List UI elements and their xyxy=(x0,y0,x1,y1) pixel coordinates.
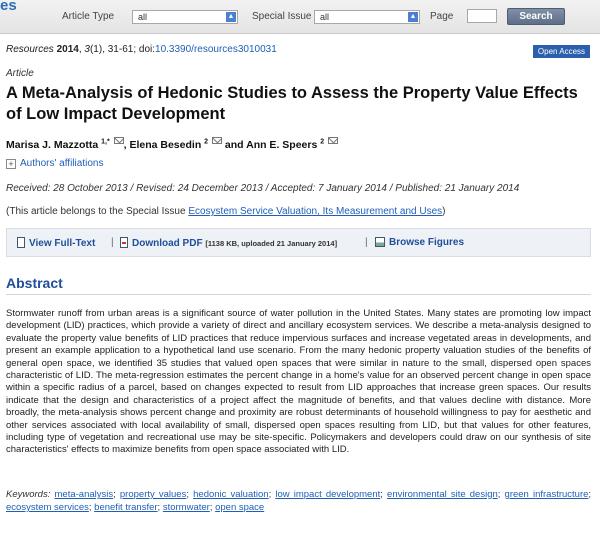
action-bar xyxy=(6,228,591,257)
keyword-link[interactable]: benefit transfer xyxy=(94,502,158,513)
keywords: Keywords: meta-analysis; property values; hedonic valuation; low impact development; environmental site design; green infrastructure; ecosystem services; benefit transfer; stormwater; open space xyxy=(6,489,592,513)
keywords-label: Keywords: xyxy=(6,489,51,500)
special-issue-label: Special Issue xyxy=(252,11,312,22)
search-button[interactable]: Search xyxy=(507,8,565,25)
action-separator: | xyxy=(111,237,114,248)
author-affil: 1,* xyxy=(101,138,110,146)
author-list xyxy=(6,137,338,151)
mail-icon[interactable] xyxy=(114,137,124,144)
keyword-link[interactable]: meta-analysis xyxy=(54,489,114,500)
article-type-label: Article Type xyxy=(62,11,115,22)
special-issue-select[interactable] xyxy=(314,10,420,24)
keyword-link[interactable]: environmental site design xyxy=(387,489,498,500)
plus-icon: + xyxy=(6,159,16,169)
author-name[interactable]: Ann E. Speers xyxy=(246,139,318,151)
view-full-text-label: View Full-Text xyxy=(29,238,96,249)
citation-year: 2014 xyxy=(56,44,79,55)
author-name[interactable]: Marisa J. Mazzotta xyxy=(6,139,99,151)
page-input[interactable] xyxy=(467,9,497,23)
site-logo[interactable]: es xyxy=(0,0,17,14)
authors-affiliations-toggle[interactable] xyxy=(6,158,103,169)
pdf-icon xyxy=(120,237,128,248)
special-issue-prefix: (This article belongs to the Special Issue xyxy=(6,206,189,217)
pdf-meta: [1138 KB, uploaded 21 January 2014] xyxy=(205,239,338,248)
download-pdf-label: Download PDF xyxy=(132,238,203,249)
article-type-select[interactable] xyxy=(132,10,238,24)
author-affil: 2 xyxy=(320,138,325,146)
keyword-link[interactable]: hedonic valuation xyxy=(193,489,269,500)
article-type-value: all xyxy=(138,12,148,22)
chevron-down-icon: ▲︎ xyxy=(227,13,235,20)
special-issue-suffix: ) xyxy=(442,206,446,217)
download-pdf-link[interactable] xyxy=(120,237,337,249)
browse-figures-label: Browse Figures xyxy=(389,237,465,248)
keyword-link[interactable]: open space xyxy=(215,502,265,513)
special-issue-link[interactable]: Ecosystem Service Valuation, Its Measurement and Uses xyxy=(188,206,443,217)
keyword-link[interactable]: stormwater xyxy=(162,502,210,513)
keyword-link[interactable]: green infrastructure xyxy=(504,489,589,500)
author-and: and xyxy=(224,139,244,151)
search-band xyxy=(0,0,600,34)
article-title: A Meta-Analysis of Hedonic Studies to Assess the Property Value Effects of Low Impact Development xyxy=(6,84,578,123)
divider xyxy=(6,294,591,295)
mail-icon[interactable] xyxy=(212,137,222,144)
special-issue-value: all xyxy=(320,12,330,22)
author-affil: 2 xyxy=(204,138,209,146)
citation-issue-pages: (1), 31-61; doi: xyxy=(89,44,156,55)
journal-name: Resources xyxy=(6,44,54,55)
article-dates: Received: 28 October 2013 / Revised: 24 December 2013 / Accepted: 7 January 2014 / Published: 21 January 2014 xyxy=(6,183,520,194)
citation-volume: 3 xyxy=(84,44,90,55)
abstract-heading: Abstract xyxy=(6,275,63,291)
article-type: Article xyxy=(6,68,34,79)
document-icon xyxy=(17,237,25,248)
abstract-text: Stormwater runoff from urban areas is a significant source of water pollution in the United States. Many states are promoting low impact development (LID) practices, which provide a variety of direct and ancillary ecosystem services. We describe a meta-analysis designed to evaluate the property value benefits of LID practices that reduce impervious surfaces and increase vegetated areas in developments, and present an example application to a hypothetical land use scenario. From the many hedonic property valuation studies of the benefits of general open space, we identified 35 studies that valued open spaces that were similar in nature to the small, dispersed open spaces characteristic of LID. The meta-regression estimates the percent change in a home's value for an observed percent change in open space within a specific radius of a parcel, based on changes expected to result from LID approaches that increase green spaces. Our results indicate that the design and characteristics of a project affect the magnitude of benefits, and that values decline with distance. More broadly, the meta-analysis shows percent change and proximity are robust determinants of household willingness to pay for aesthetic and other services associated with local availability of small, dispersed open spaces resulting from LID, but that values for other features, including type of vegetation and recreational use may be site-specific. Policymakers and developers could draw on our synthesis of site characteristics' effects to maximize benefits from open space associated with LID. xyxy=(6,308,591,456)
author-name[interactable]: Elena Besedin xyxy=(129,139,202,151)
affiliations-label: Authors' affiliations xyxy=(20,158,104,169)
doi-link[interactable]: 10.3390/resources3010031 xyxy=(155,44,277,55)
citation: Resources 2014, 3(1), 31-61; doi:10.3390/resources3010031 xyxy=(6,44,277,55)
keyword-link[interactable]: ecosystem services xyxy=(6,502,89,513)
author-sep: , xyxy=(123,139,127,151)
page-label: Page xyxy=(430,11,454,22)
image-icon xyxy=(375,237,385,247)
view-full-text-link[interactable] xyxy=(17,237,95,249)
keyword-link[interactable]: property values xyxy=(119,489,187,500)
open-access-badge: Open Access xyxy=(533,45,590,58)
mail-icon[interactable] xyxy=(328,137,338,144)
keyword-link[interactable]: low impact development xyxy=(275,489,381,500)
action-separator: | xyxy=(365,237,368,248)
special-issue-note xyxy=(6,206,446,217)
browse-figures-link[interactable] xyxy=(375,237,464,248)
chevron-down-icon: ▲︎ xyxy=(409,13,417,20)
